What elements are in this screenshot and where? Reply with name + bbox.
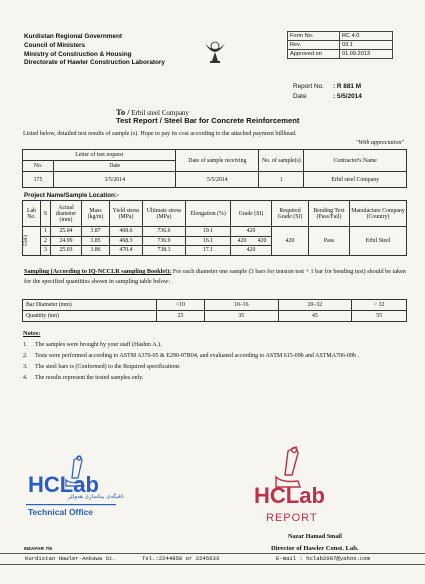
note-item: 4. The results represent the tested samples only. [23,375,144,381]
intro-text: Listed below, detailed test results of sample (s). Hope to pay its cost according to the attached payment billhead. [23,131,297,137]
footer-address: Kurdistan Hawler-Ankawa St. [25,555,116,562]
krg-emblem-icon [203,37,227,65]
svg-text:HCLab: HCLab [254,483,325,508]
svg-text:Technical Office: Technical Office [28,507,94,517]
sampling-table: Bar Diameter (mm) <10 10–16 20–32 > 32 Quantity (ton) 25 35 45 55 [22,299,407,322]
note-item: 2. Tests were performed according to ASTM A370-05 & E290-97R04, and evaluated according to ASTM 615-09b and ASTMA706-09b . [23,353,360,359]
signer-title: Director of Hawler Const. Lab. [271,545,359,552]
signer-name: Nazar Hamad Smail [288,533,342,540]
svg-text:REPORT: REPORT [266,512,318,524]
organization-header: Kurdistan Regional Government Council of Ministers Ministry of Construction & Housing Directorate of Hawler Construction Laboratory [24,33,165,67]
lab-number: 5583 [23,235,29,247]
project-name-label: Project Name/Sample Location:- [24,192,119,199]
footer-bar [0,553,425,565]
svg-text:تاقیگەی بیناسازی هەولێر: تاقیگەی بیناسازی هەولێر [68,494,124,500]
report-date: : 5/5/2014 [333,93,362,100]
sampling-paragraph: Sampling (According to IQ-NCCLR sampling Booklet): For each diameter one sample (3 bars for tension test + 1 bar for bending test) should be taken for the specified quantities shown in sampling table below: [24,268,406,285]
form-meta-table: Form No. RC 4.0 Rev. 03.1 Approved on 01.09.2013 [287,31,393,59]
request-table: Letter of test request Date of sample receiving No. of sample(s) Contractor's Name No. Date 175 3/5/2014 5/5/2014 1 Erbil steel Company [22,149,407,188]
results-table: Lab No. S Actual diameter (mm) Mass (kg/m) Yield stress (MPa) Ultimate stress (MPa) Elongation (%) Grade (SI) Required Grade (SI) Bending Text (Pass/Fail) Manufacture Company (Country) 5583 1 25.04 3.87 468.6 736.6 19.1 420 420 Pass Erbil Steel 2 24.99 3.85 468.3 736.9 16.1 420 420 3 25.03 3.86 470.4 738.3 17.1 420 [22,200,407,256]
recipient-line: To / Erbil steel Company [116,107,189,117]
notes-list [23,340,408,384]
report-number: : R 881 M [333,83,362,90]
report-title: Test Report / Steel Bar for Concrete Reinforcement [116,116,300,125]
notes-heading: Notes: [23,330,41,337]
appreciation-text: "With appreciation" [356,140,404,146]
note-item: 1. The samples were brought by your staff (Hashm A.). [23,342,162,348]
form-code: MZAFAR 7/5 [24,547,52,552]
footer-email: E-mail : hclab2007@yahoo.com [276,555,370,562]
hclab-technical-office-logo [22,452,132,522]
footer-phone: Tel.:2244850 or 2245633 [142,555,220,562]
hclab-report-stamp [252,445,332,535]
svg-text:HCLab: HCLab [28,472,99,497]
note-item: 3. The steel bars is (Conformed) to the Required specifications [23,364,180,370]
report-number-block: Report No. : R 881 M Date : 5/5/2014 [293,83,362,100]
